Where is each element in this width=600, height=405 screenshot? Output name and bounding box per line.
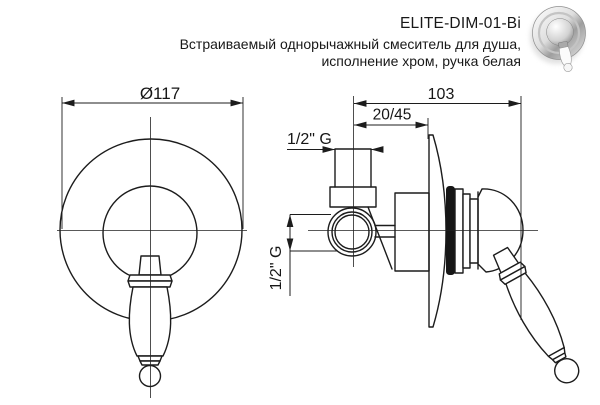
- dimension-diameter-117: [62, 84, 243, 229]
- product-description-line2: исполнение хром, ручка белая: [321, 52, 521, 69]
- diameter-117-label: Ø117: [139, 84, 181, 103]
- side-inlet-pipe: [335, 149, 371, 187]
- side-pipe-block: [330, 187, 376, 207]
- header: [180, 15, 521, 69]
- dimension-embed-range: [354, 107, 428, 140]
- dimension-side-thread: [268, 215, 337, 297]
- side-port-mid-circle: [332, 212, 372, 252]
- front-handle-collar-top: [128, 275, 172, 281]
- side-lever-handle: [488, 244, 585, 388]
- front-handle-ring-top: [138, 356, 162, 361]
- photo-dome: [547, 19, 574, 46]
- side-escutcheon-plate: [429, 135, 446, 327]
- side-ring-1: [455, 189, 463, 273]
- front-handle-collar-bottom: [128, 281, 172, 287]
- top-thread-label: 1/2" G: [287, 131, 332, 148]
- side-thread-label: 1/2" G: [268, 245, 285, 291]
- front-handle-stem: [139, 256, 161, 275]
- front-view: [57, 84, 247, 398]
- front-handle-body: [129, 287, 170, 356]
- depth-103-label: 103: [427, 86, 455, 103]
- product-description-line1: Встраиваемый однорычажный смеситель для душа,: [179, 36, 521, 52]
- embed-range-label: 20/45: [372, 106, 412, 124]
- front-handle-ball: [140, 366, 161, 387]
- side-port-inner-circle: [335, 215, 369, 249]
- product-photo: [530, 7, 586, 73]
- side-handle-body: [503, 271, 569, 359]
- front-lever-handle: [128, 256, 172, 387]
- side-ring-2: [463, 194, 470, 268]
- product-model: ELITE-DIM-01-Bi: [400, 15, 521, 32]
- front-handle-ring-bottom: [140, 361, 160, 365]
- dimension-top-thread: [287, 131, 383, 150]
- side-ring-3: [470, 199, 478, 263]
- side-view: [268, 86, 585, 388]
- side-valve-body: [395, 193, 429, 271]
